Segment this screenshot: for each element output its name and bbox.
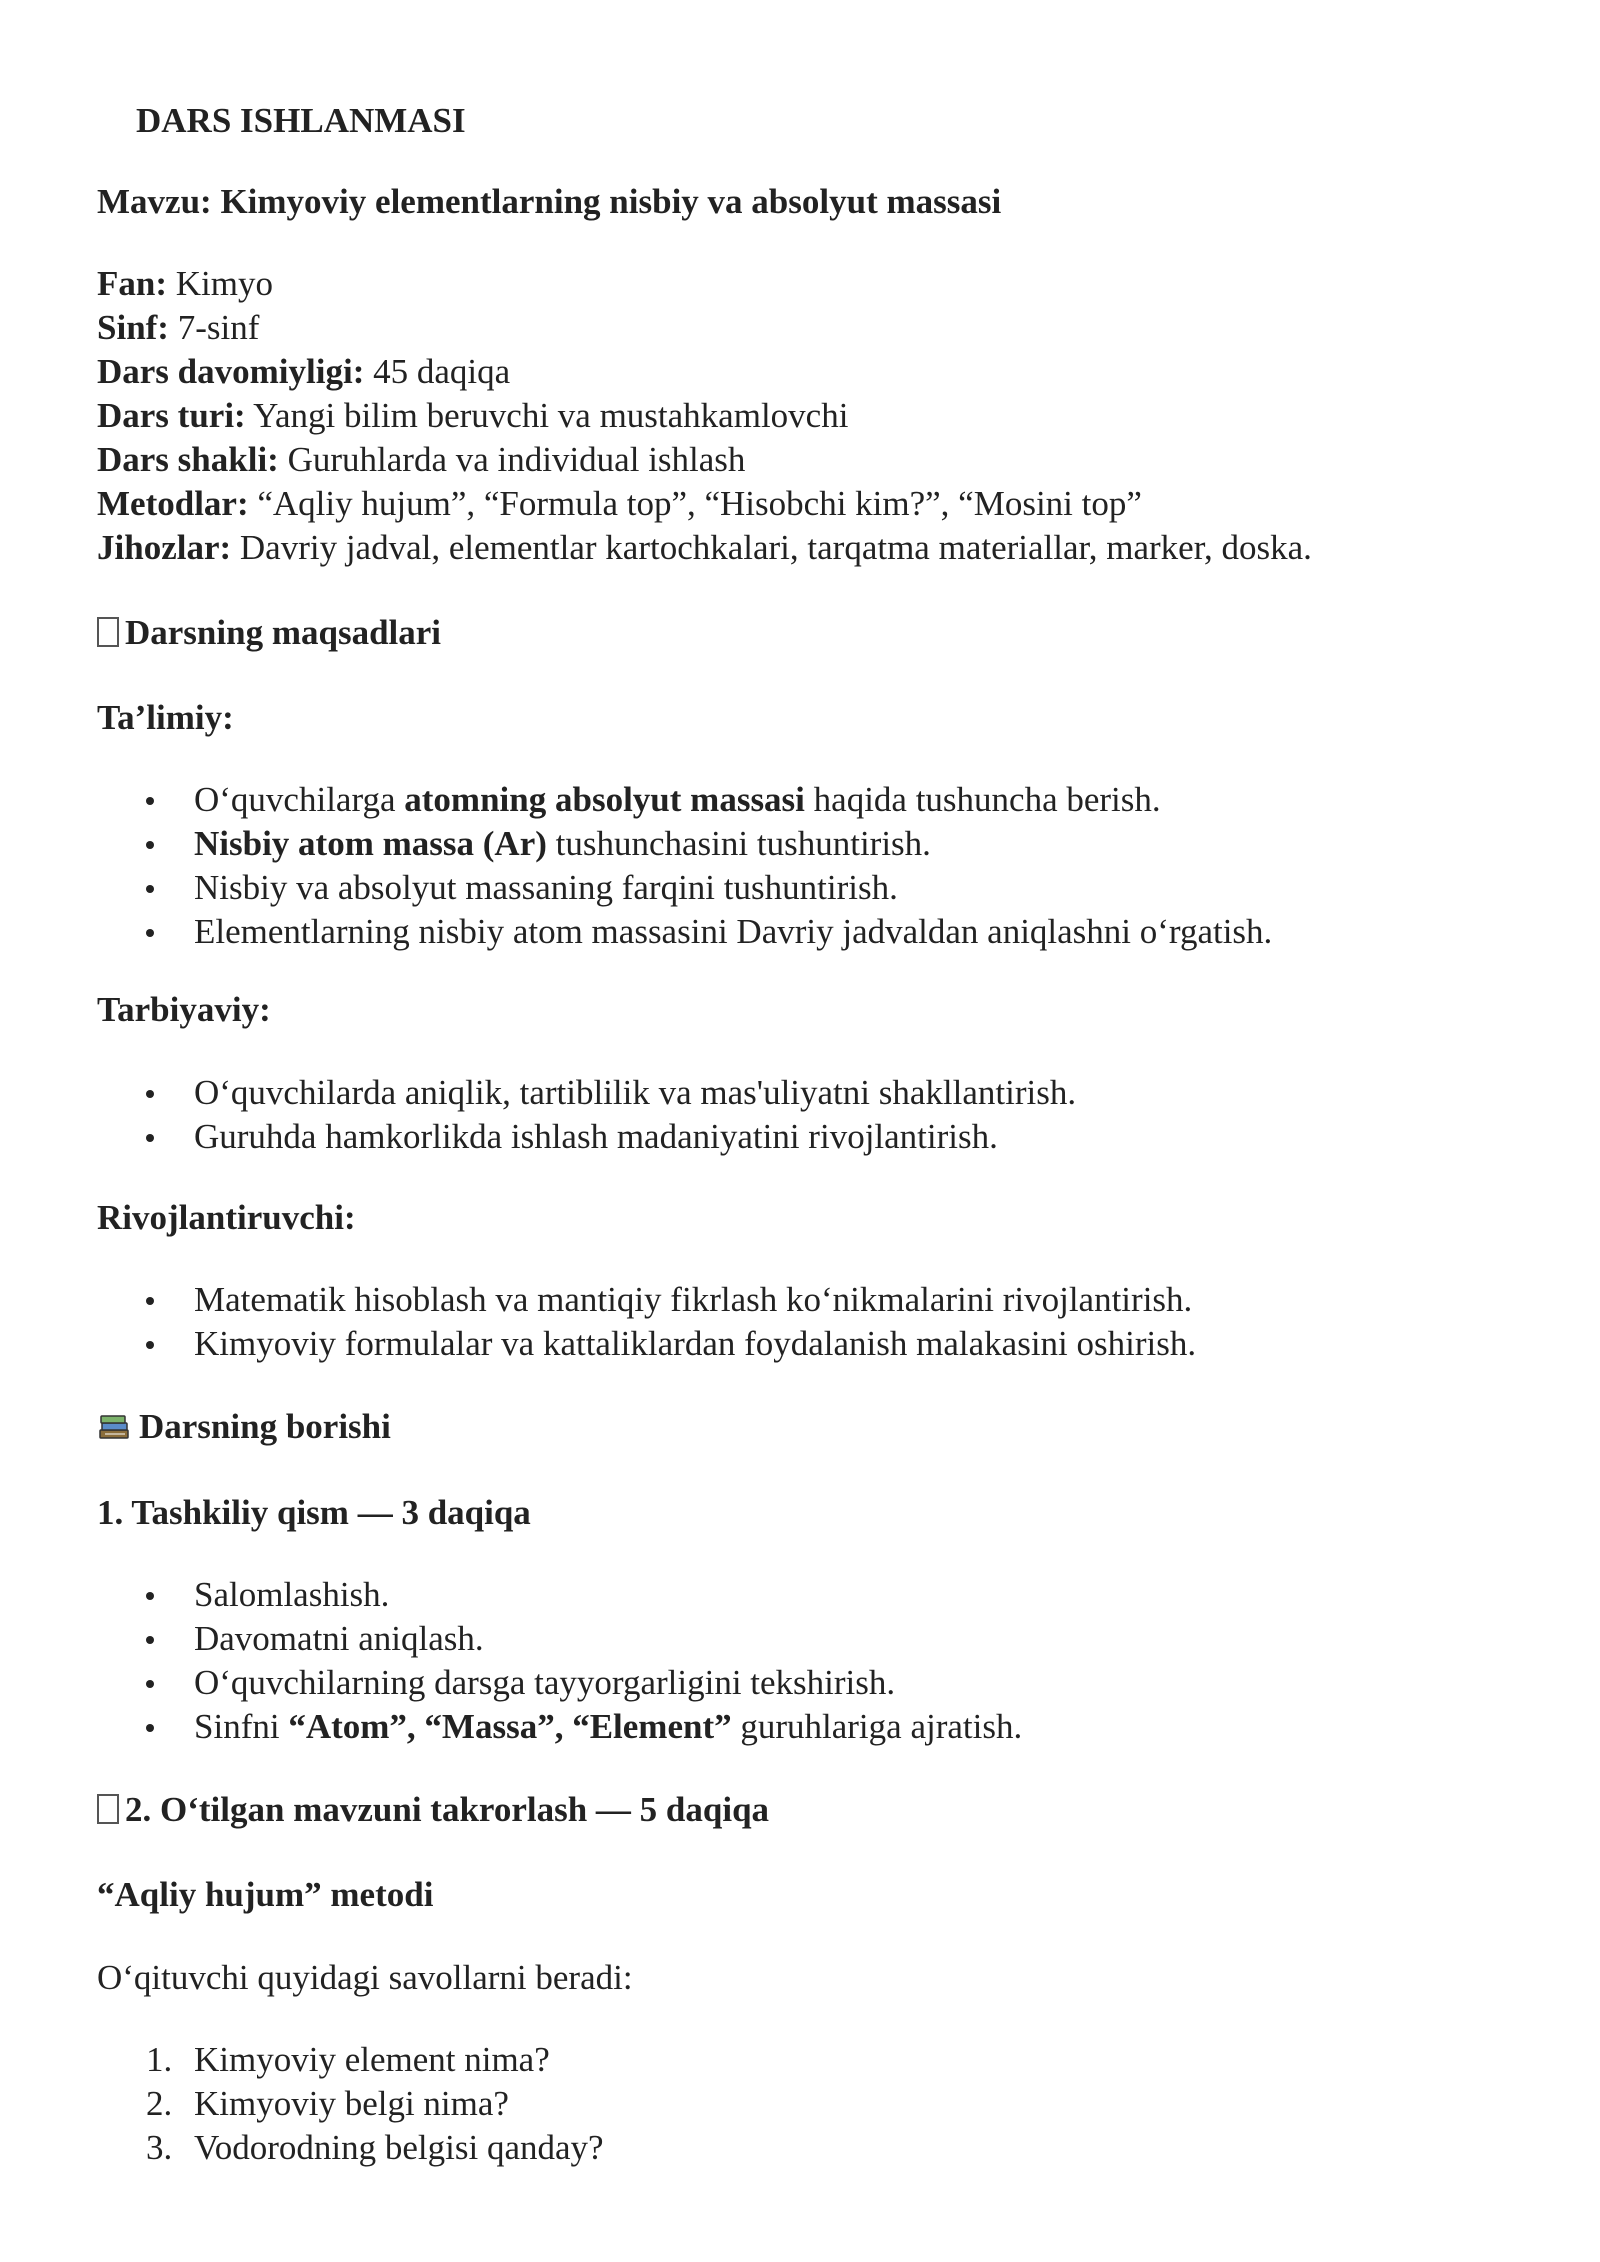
meta-value: “Aqliy hujum”, “Formula top”, “Hisobchi kim?”, “Mosini top”: [248, 484, 1142, 523]
meta-sinf: [97, 306, 259, 350]
document-title: DARS ISHLANMASI: [136, 101, 466, 140]
item-text: tushunchasini tushuntirish.: [546, 824, 931, 863]
missing-glyph-icon: [97, 617, 119, 647]
meta-equipment: [97, 526, 1312, 570]
bullet-icon: [146, 1297, 154, 1305]
bullet-icon: [146, 797, 154, 805]
bullet-icon: [146, 1636, 154, 1644]
part1-heading: 1. Tashkiliy qism — 3 daqiqa: [97, 1493, 531, 1532]
item-text: guruhlariga ajratish.: [731, 1707, 1023, 1746]
method-heading: “Aqliy hujum” metodi: [97, 1875, 434, 1914]
item-bold-text: “Atom”, “Massa”, “Element”: [288, 1707, 732, 1746]
part2-heading-text: 2. O‘tilgan mavzuni takrorlash — 5 daqiqa: [125, 1790, 770, 1829]
part2-heading: [97, 1788, 769, 1832]
meta-fan: [97, 262, 273, 306]
missing-glyph-icon: [97, 1794, 119, 1824]
meta-form: [97, 438, 745, 482]
item-text: Nisbiy va absolyut massaning farqini tushuntirish.: [194, 868, 898, 907]
developmental-heading: Rivojlantiruvchi:: [97, 1198, 356, 1237]
item-text: O‘quvchilarga: [194, 780, 405, 819]
item-text: O‘quvchilarda aniqlik, tartiblilik va mas'uliyatni shakllantirish.: [194, 1073, 1077, 1112]
bullet-icon: [146, 1134, 154, 1142]
topic-value: Kimyoviy elementlarning nisbiy va absolyut massasi: [220, 182, 1002, 221]
bullet-icon: [146, 841, 154, 849]
progress-heading-text: Darsning borishi: [139, 1407, 391, 1446]
item-text: Guruhda hamkorlikda ishlash madaniyatini rivojlantirish.: [194, 1117, 998, 1156]
progress-heading: [97, 1405, 391, 1449]
meta-methods: [97, 482, 1142, 526]
item-text: Elementlarning nisbiy atom massasini Davriy jadvaldan aniqlashni o‘rgatish.: [194, 912, 1273, 951]
meta-value: 45 daqiqa: [364, 352, 511, 391]
item-text: Vodorodning belgisi qanday?: [194, 2128, 604, 2167]
item-text: Kimyoviy belgi nima?: [194, 2084, 509, 2123]
meta-type: [97, 394, 848, 438]
goals-heading-text: Darsning maqsadlari: [125, 613, 442, 652]
bullet-icon: [146, 1592, 154, 1600]
meta-label: Dars shakli:: [97, 440, 279, 479]
meta-label: Sinf:: [97, 308, 169, 347]
item-text: Matematik hisoblash va mantiqiy fikrlash ko‘nikmalarini rivojlantirish.: [194, 1280, 1193, 1319]
topic-label: Mavzu:: [97, 182, 212, 221]
meta-value: Guruhlarda va individual ishlash: [278, 440, 746, 479]
bullet-icon: [146, 885, 154, 893]
item-text: Kimyoviy element nima?: [194, 2040, 550, 2079]
topic-line: [97, 180, 1001, 224]
intro-text: O‘qituvchi quyidagi savollarni beradi:: [97, 1958, 633, 1997]
item-text: O‘quvchilarning darsga tayyorgarligini tekshirish.: [194, 1663, 896, 1702]
books-icon: [97, 1410, 131, 1444]
meta-label: Metodlar:: [97, 484, 249, 523]
meta-value: Kimyo: [167, 264, 273, 303]
meta-value: Yangi bilim beruvchi va mustahkamlovchi: [245, 396, 849, 435]
bullet-icon: [146, 1724, 154, 1732]
meta-label: Dars turi:: [97, 396, 246, 435]
upbringing-heading: Tarbiyaviy:: [97, 990, 271, 1029]
meta-value: 7-sinf: [168, 308, 260, 347]
item-text: haqida tushuncha berish.: [804, 780, 1161, 819]
bullet-icon: [146, 929, 154, 937]
item-text: Kimyoviy formulalar va kattaliklardan foydalanish malakasini oshirish.: [194, 1324, 1197, 1363]
item-number: 1.: [146, 2040, 173, 2079]
meta-value: Davriy jadval, elementlar kartochkalari, tarqatma materiallar, marker, doska.: [231, 528, 1312, 567]
meta-duration: [97, 350, 510, 394]
item-number: 2.: [146, 2084, 173, 2123]
item-number: 3.: [146, 2128, 173, 2167]
item-text: Davomatni aniqlash.: [194, 1619, 484, 1658]
educational-heading: Ta’limiy:: [97, 698, 234, 737]
meta-label: Dars davomiyligi:: [97, 352, 365, 391]
item-bold-text: Nisbiy atom massa (Ar): [194, 824, 547, 863]
bullet-icon: [146, 1680, 154, 1688]
bullet-icon: [146, 1090, 154, 1098]
item-bold-text: atomning absolyut massasi: [404, 780, 805, 819]
meta-label: Jihozlar:: [97, 528, 232, 567]
meta-label: Fan:: [97, 264, 167, 303]
bullet-icon: [146, 1341, 154, 1349]
item-text: Sinfni: [194, 1707, 289, 1746]
goals-heading: [97, 611, 441, 655]
item-text: Salomlashish.: [194, 1575, 390, 1614]
